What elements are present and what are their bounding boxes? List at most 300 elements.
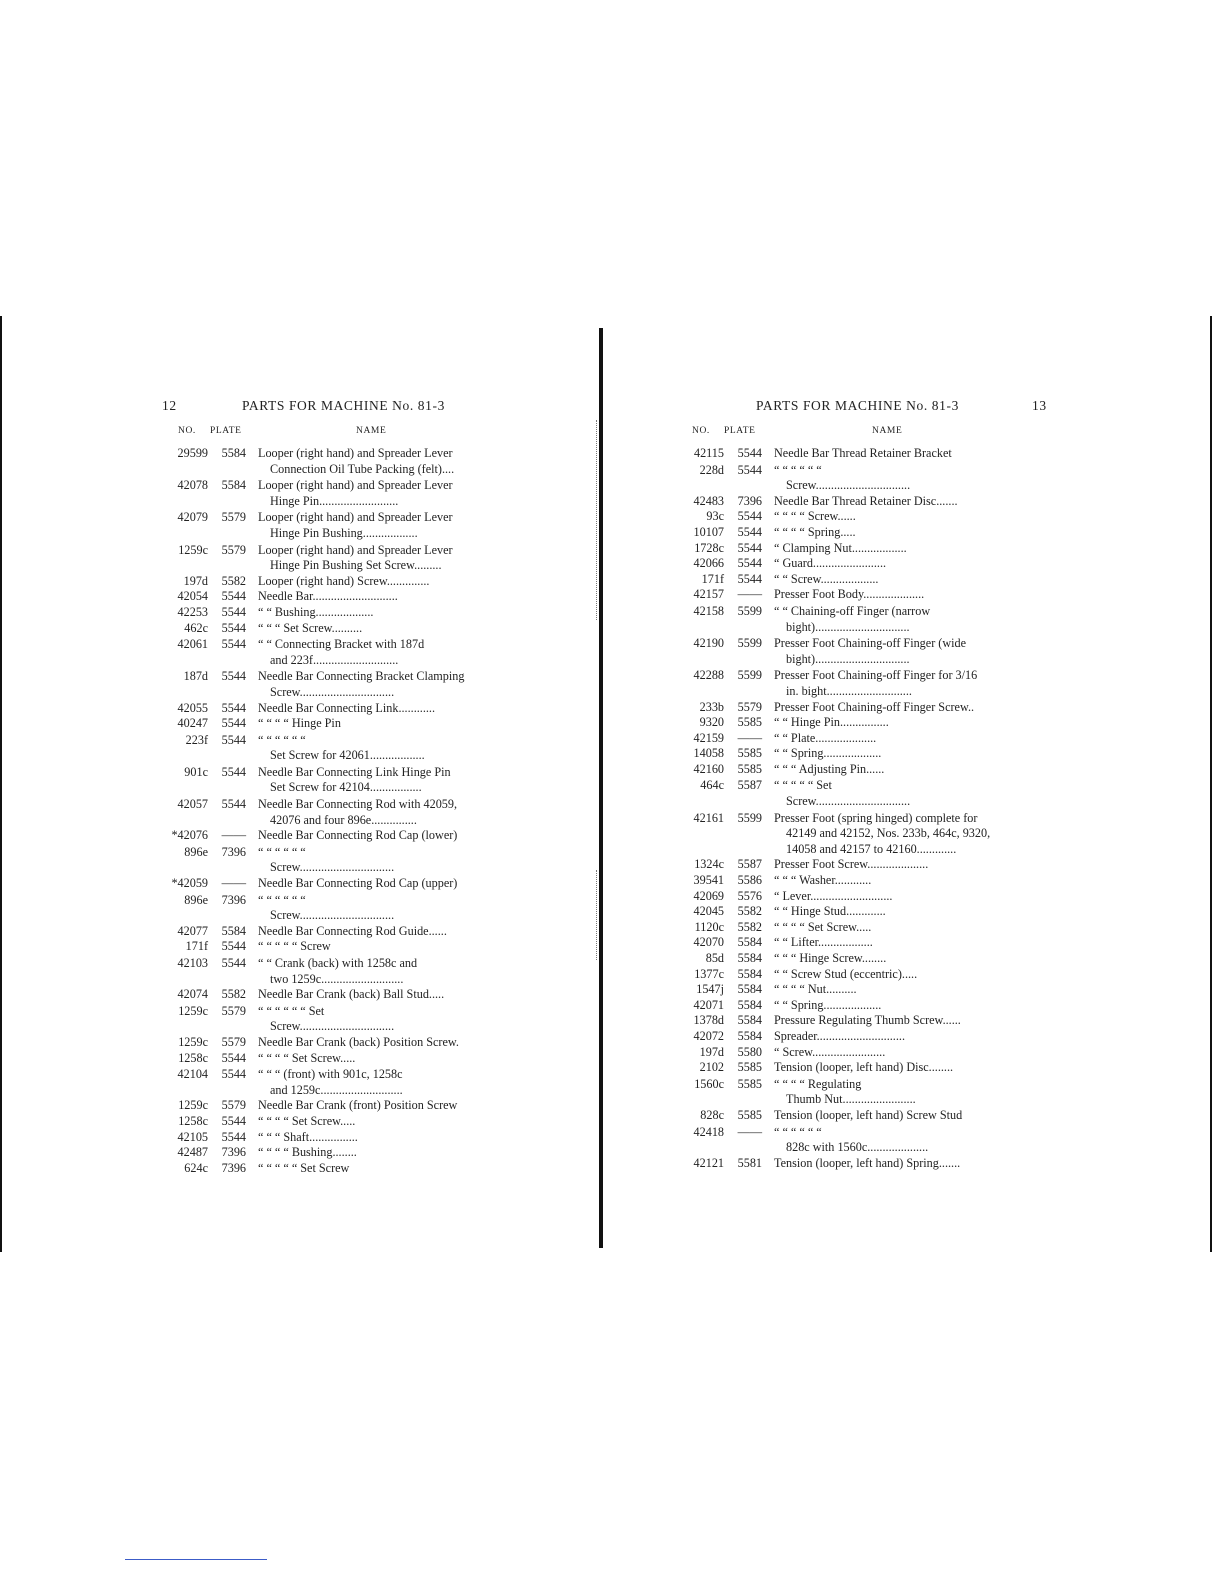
plate-number: 5544 [221, 732, 246, 747]
part-number: 42105 [177, 1129, 208, 1144]
plate-number: 5544 [221, 716, 246, 731]
part-name [246, 1130, 490, 1146]
table-row [676, 967, 1006, 983]
part-number: 42069 [693, 888, 724, 903]
part-name [762, 762, 1006, 778]
plate-number: 5544 [221, 1113, 246, 1128]
part-name-line: Pressure Regulating Thumb Screw...... [774, 1013, 961, 1028]
part-name [246, 701, 490, 717]
plate-number: 5544 [221, 939, 246, 954]
table-row [160, 733, 490, 764]
table-row [676, 556, 1006, 572]
part-name-line: “ “ Screw................... [774, 571, 879, 586]
part-name [762, 873, 1006, 889]
part-name-line: “ “ “ “ “ Screw [258, 939, 331, 954]
part-name [762, 587, 1006, 603]
part-number: 197d [183, 573, 208, 588]
part-name-line: Needle Bar Connecting Bracket Clamping [258, 669, 465, 684]
part-name-line: bight)............................... [786, 651, 910, 666]
part-name [762, 1013, 1006, 1029]
part-name-line: “ “ “ “ Hinge Pin [258, 716, 341, 731]
part-name [762, 1156, 1006, 1172]
part-name-line: “ “ “ “ Bushing........ [258, 1145, 357, 1160]
plate-number: 5582 [737, 904, 762, 919]
table-row [676, 982, 1006, 998]
part-number: 42121 [693, 1155, 724, 1170]
part-name [762, 904, 1006, 920]
part-number: 42115 [693, 446, 724, 460]
part-name-line: “ “ “ “ Set Screw..... [258, 1050, 356, 1065]
part-number: 1547j [696, 982, 724, 997]
table-row [160, 589, 490, 605]
page-number: 13 [1032, 398, 1047, 413]
plate-number: 5585 [737, 746, 762, 761]
part-name-line: Screw............................... [270, 908, 395, 923]
table-row [676, 509, 1006, 525]
table-row [160, 1098, 490, 1114]
part-number: 901c [184, 764, 208, 779]
part-number: *42059 [171, 876, 208, 891]
part-number: 42158 [693, 603, 724, 618]
part-number: 42079 [177, 510, 208, 525]
part-name [246, 1051, 490, 1067]
header-name: NAME [872, 426, 903, 436]
part-number: 42077 [177, 923, 208, 938]
page-title: PARTS FOR MACHINE No. 81-3 [756, 398, 959, 413]
right-page-edge [1210, 316, 1212, 1252]
table-row [160, 669, 490, 700]
part-number: 187d [183, 669, 208, 684]
plate-number: 7396 [221, 892, 246, 907]
part-name [246, 574, 490, 590]
part-name [246, 510, 490, 541]
plate-number: 5544 [221, 604, 246, 619]
part-name [246, 924, 490, 940]
plate-number: 5599 [737, 668, 762, 683]
part-number: 42483 [693, 493, 724, 508]
part-name [246, 1114, 490, 1130]
part-name-line: Hinge Pin Bushing Set Screw......... [270, 558, 442, 573]
part-name [762, 463, 1006, 494]
part-name [246, 828, 490, 844]
part-name-line: “ “ Crank (back) with 1258c and [258, 956, 418, 970]
table-row [676, 463, 1006, 494]
part-name [762, 509, 1006, 525]
plate-number: 5544 [221, 700, 246, 715]
part-name [762, 857, 1006, 873]
table-row [676, 762, 1006, 778]
plate-number: 5579 [221, 1034, 246, 1049]
part-name-line: “ “ Connecting Bracket with 187d [258, 637, 425, 652]
table-row [160, 478, 490, 509]
part-number: 1728c [694, 540, 724, 555]
part-name [246, 733, 490, 764]
header-no: NO. [178, 426, 196, 436]
plate-number: 5582 [221, 987, 246, 1002]
part-name [762, 494, 1006, 510]
plate-number: 5584 [737, 951, 762, 965]
table-row [160, 446, 490, 477]
part-number: 42253 [177, 604, 208, 619]
plate-number: 5576 [737, 888, 762, 903]
part-number: 42159 [693, 730, 724, 745]
header-plate: PLATE [724, 426, 756, 436]
part-number: 1378d [693, 1013, 724, 1028]
part-name [246, 1098, 490, 1114]
plate-number: —— [221, 876, 246, 891]
table-row [676, 636, 1006, 667]
part-name-line: Hinge Pin.......................... [270, 493, 399, 508]
part-name-line: Screw............................... [270, 1019, 395, 1034]
part-number: 1259c [178, 542, 208, 557]
part-name-line: “ “ “ Hinge Screw........ [774, 951, 887, 965]
part-name-line: “ “ Hinge Stud............. [774, 904, 886, 919]
part-name [246, 543, 490, 574]
part-name-line: Needle Bar Crank (front) Position Screw [258, 1098, 458, 1113]
table-row [676, 715, 1006, 731]
table-row [160, 845, 490, 876]
plate-number: 5585 [737, 1107, 762, 1122]
part-number: 42487 [177, 1145, 208, 1160]
part-name-line: Looper (right hand) and Spreader Lever [258, 446, 453, 460]
table-row [676, 525, 1006, 541]
part-name-line: Thumb Nut........................ [786, 1092, 916, 1107]
part-name [246, 621, 490, 637]
plate-number: 5587 [737, 778, 762, 793]
part-name-line: “ “ “ (front) with 901c, 1258c [258, 1067, 403, 1082]
table-row [160, 1035, 490, 1051]
table-row [160, 956, 490, 987]
part-number: 1377c [694, 966, 724, 981]
part-name [246, 1004, 490, 1035]
table-row [676, 1013, 1006, 1029]
plate-number: 7396 [737, 493, 762, 508]
table-row [160, 574, 490, 590]
plate-number: 5584 [737, 982, 762, 997]
plate-number: 5582 [221, 573, 246, 588]
part-number: 1324c [694, 857, 724, 872]
part-name-line: “ “ “ “ Nut.......... [774, 982, 857, 997]
table-row [676, 935, 1006, 951]
plate-number: 5544 [221, 764, 246, 779]
part-number: 464c [700, 778, 724, 793]
part-number: 93c [706, 509, 724, 524]
part-name [762, 1029, 1006, 1045]
part-number: 42071 [693, 997, 724, 1012]
part-number: 896e [184, 844, 208, 859]
part-number: 10107 [693, 524, 724, 539]
part-name-line: Presser Foot Screw.................... [774, 857, 929, 872]
part-name [246, 1161, 490, 1177]
running-head [160, 398, 490, 416]
part-name-line: Screw............................... [786, 794, 911, 809]
table-row [160, 1114, 490, 1130]
part-number: 2102 [699, 1060, 724, 1075]
plate-number: 5580 [737, 1044, 762, 1059]
part-number: 1560c [694, 1076, 724, 1091]
plate-number: 5579 [221, 1098, 246, 1113]
part-name [762, 967, 1006, 983]
gutter-specks [596, 870, 600, 960]
part-name [246, 987, 490, 1003]
part-number: 1258c [178, 1050, 208, 1065]
table-row [160, 876, 490, 892]
table-row [676, 572, 1006, 588]
plate-number: 5544 [221, 956, 246, 970]
part-name [246, 939, 490, 955]
table-row [676, 731, 1006, 747]
page-number: 12 [162, 398, 177, 413]
parts-list [160, 446, 490, 1176]
part-number: 42103 [177, 956, 208, 970]
part-name [762, 1125, 1006, 1156]
part-number: 223f [185, 732, 208, 747]
table-row [160, 1067, 490, 1098]
part-number: 29599 [177, 446, 208, 460]
part-name [762, 446, 1006, 462]
part-name [762, 525, 1006, 541]
table-row [676, 1045, 1006, 1061]
table-row [676, 889, 1006, 905]
part-name [762, 604, 1006, 635]
part-number: 42161 [693, 810, 724, 825]
table-row [160, 701, 490, 717]
table-row [160, 765, 490, 796]
part-name [762, 1077, 1006, 1108]
part-name-line: “ “ Bushing................... [258, 604, 374, 619]
table-row [160, 543, 490, 574]
table-row [160, 1130, 490, 1146]
part-name-line: Needle Bar............................ [258, 589, 398, 604]
plate-number: 5587 [737, 857, 762, 872]
column-headers [160, 426, 490, 444]
underline-mark [125, 1559, 267, 1560]
part-name-line: “ “ “ “ Regulating [774, 1076, 862, 1091]
part-name-line: and 223f............................ [270, 652, 399, 667]
table-row [160, 924, 490, 940]
part-name [246, 797, 490, 828]
table-row [160, 716, 490, 732]
right-page [676, 398, 1047, 1171]
part-name-line: “ “ Hinge Pin................ [774, 715, 889, 730]
part-name-line: “ Lever........................... [774, 888, 893, 903]
plate-number: 5544 [737, 462, 762, 477]
part-name [762, 1045, 1006, 1061]
plate-number: 5586 [737, 873, 762, 888]
part-name [246, 893, 490, 924]
part-name-line: “ “ “ Set Screw.......... [258, 620, 363, 635]
plate-number: 5544 [221, 1050, 246, 1065]
part-name-line: “ “ “ “ “ Set [774, 778, 832, 793]
part-name-line: “ “ “ “ “ “ [258, 892, 306, 907]
table-row [676, 811, 1006, 858]
table-row [676, 668, 1006, 699]
part-name [762, 541, 1006, 557]
plate-number: 5599 [737, 603, 762, 618]
column-headers [676, 426, 1006, 444]
part-name-line: Presser Foot Chaining-off Finger Screw.. [774, 699, 975, 714]
part-name [246, 716, 490, 732]
part-name-line: “ “ “ “ Screw...... [774, 509, 856, 524]
plate-number: 5584 [221, 446, 246, 460]
part-number: 42078 [177, 478, 208, 493]
part-number: 40247 [177, 716, 208, 731]
part-number: 896e [184, 892, 208, 907]
part-name-line: “ “ Spring................... [774, 746, 882, 761]
table-row [160, 1145, 490, 1161]
part-name-line: Screw............................... [786, 478, 911, 493]
plate-number: 5579 [737, 699, 762, 714]
part-name [762, 889, 1006, 905]
table-row [676, 1108, 1006, 1124]
part-name-line: 828c with 1560c.................... [786, 1140, 929, 1155]
part-name [762, 746, 1006, 762]
part-number: 171f [701, 571, 724, 586]
plate-number: 5544 [737, 571, 762, 586]
part-name-line: two 1259c........................... [270, 971, 404, 986]
table-row [160, 828, 490, 844]
part-name-line: “ “ “ “ “ Set Screw [258, 1160, 350, 1175]
table-row [676, 604, 1006, 635]
part-name-line: Needle Bar Crank (back) Position Screw. [258, 1034, 459, 1049]
part-name [246, 669, 490, 700]
part-number: 462c [184, 620, 208, 635]
part-name-line: and 1259c........................... [270, 1082, 403, 1097]
part-name [762, 572, 1006, 588]
plate-number: —— [221, 828, 246, 843]
part-name [762, 1060, 1006, 1076]
part-number: 42045 [693, 904, 724, 919]
plate-number: 5544 [221, 1129, 246, 1144]
part-name-line: Needle Bar Connecting Rod Cap (lower) [258, 828, 458, 843]
part-name-line: Screw............................... [270, 860, 395, 875]
part-name-line: Tension (looper, left hand) Disc........ [774, 1060, 954, 1075]
part-number: 42104 [177, 1067, 208, 1082]
part-name-line: “ “ “ “ “ “ [774, 1124, 822, 1139]
part-name-line: Looper (right hand) and Spreader Lever [258, 542, 453, 557]
plate-number: 5584 [737, 1013, 762, 1028]
part-name-line: Looper (right hand) Screw.............. [258, 573, 430, 588]
part-name-line: Needle Bar Thread Retainer Disc....... [774, 493, 958, 508]
plate-number: 5584 [737, 997, 762, 1012]
part-number: *42076 [171, 828, 208, 843]
part-name-line: “ “ “ “ “ “ [258, 844, 306, 859]
part-name [762, 998, 1006, 1014]
table-row [676, 446, 1006, 462]
part-name [762, 731, 1006, 747]
part-name [762, 951, 1006, 967]
part-number: 39541 [693, 873, 724, 888]
header-plate: PLATE [210, 426, 242, 436]
part-number: 197d [699, 1044, 724, 1059]
part-name [762, 715, 1006, 731]
part-number: 42070 [693, 935, 724, 950]
part-name-line: “ “ “ Washer............ [774, 873, 872, 888]
part-name-line: Screw............................... [270, 684, 395, 699]
part-name [246, 876, 490, 892]
left-page-edge [0, 316, 2, 1252]
part-name-line: “ “ Plate.................... [774, 730, 877, 745]
part-name-line: Looper (right hand) and Spreader Lever [258, 478, 453, 493]
table-row [160, 987, 490, 1003]
table-row [160, 605, 490, 621]
part-name-line: Spreader............................. [774, 1028, 905, 1043]
plate-number: 5599 [737, 636, 762, 651]
part-name-line: “ Clamping Nut.................. [774, 540, 907, 555]
part-name [246, 845, 490, 876]
plate-number: 5544 [221, 669, 246, 684]
part-name-line: “ “ Chaining-off Finger (narrow [774, 603, 931, 618]
plate-number: —— [737, 1124, 762, 1139]
plate-number: 5582 [737, 919, 762, 934]
part-name-line: Tension (looper, left hand) Spring....... [774, 1155, 961, 1170]
part-name-line: Connection Oil Tube Packing (felt).... [270, 461, 455, 476]
part-name-line: bight)............................... [786, 619, 910, 634]
part-name [762, 1108, 1006, 1124]
part-name-line: “ “ Lifter.................. [774, 935, 873, 950]
table-row [676, 778, 1006, 809]
plate-number: 5544 [221, 637, 246, 652]
part-number: 828c [700, 1107, 724, 1122]
part-number: 42288 [693, 668, 724, 683]
part-name [762, 778, 1006, 809]
header-no: NO. [692, 426, 710, 436]
part-name-line: Presser Foot (spring hinged) complete for [774, 810, 978, 825]
part-name-line: Set Screw for 42104................. [270, 780, 422, 795]
table-row [676, 904, 1006, 920]
part-name-line: Tension (looper, left hand) Screw Stud [774, 1107, 963, 1122]
table-row [676, 873, 1006, 889]
part-number: 42061 [177, 637, 208, 652]
part-name-line: Presser Foot Chaining-off Finger (wide [774, 636, 967, 651]
part-name [246, 1145, 490, 1161]
plate-number: 7396 [221, 1160, 246, 1175]
part-name [246, 589, 490, 605]
part-name-line: Hinge Pin Bushing.................. [270, 525, 418, 540]
plate-number: 5584 [221, 923, 246, 938]
part-name [246, 1067, 490, 1098]
plate-number: 5585 [737, 715, 762, 730]
plate-number: 5584 [737, 966, 762, 981]
running-head [676, 398, 1047, 416]
part-name [246, 1035, 490, 1051]
part-number: 42418 [693, 1124, 724, 1139]
plate-number: 5585 [737, 1076, 762, 1091]
part-number: 42054 [177, 589, 208, 604]
part-number: 1259c [178, 1034, 208, 1049]
table-row [160, 893, 490, 924]
part-name [246, 446, 490, 477]
part-name-line: Looper (right hand) and Spreader Lever [258, 510, 453, 525]
part-name-line: “ “ “ “ Spring..... [774, 524, 856, 539]
part-number: 85d [705, 951, 724, 965]
part-name-line: “ “ “ “ “ “ [258, 732, 306, 747]
part-name [762, 668, 1006, 699]
table-row [676, 1060, 1006, 1076]
table-row [676, 541, 1006, 557]
plate-number: —— [737, 587, 762, 602]
plate-number: 5544 [221, 589, 246, 604]
plate-number: 5585 [737, 1060, 762, 1075]
table-row [676, 998, 1006, 1014]
plate-number: 5599 [737, 810, 762, 825]
part-name-line: “ “ “ Shaft................ [258, 1129, 358, 1144]
plate-number: 5544 [221, 1067, 246, 1082]
table-row [160, 939, 490, 955]
part-name [762, 636, 1006, 667]
plate-number: 5584 [737, 1028, 762, 1043]
part-name [762, 935, 1006, 951]
